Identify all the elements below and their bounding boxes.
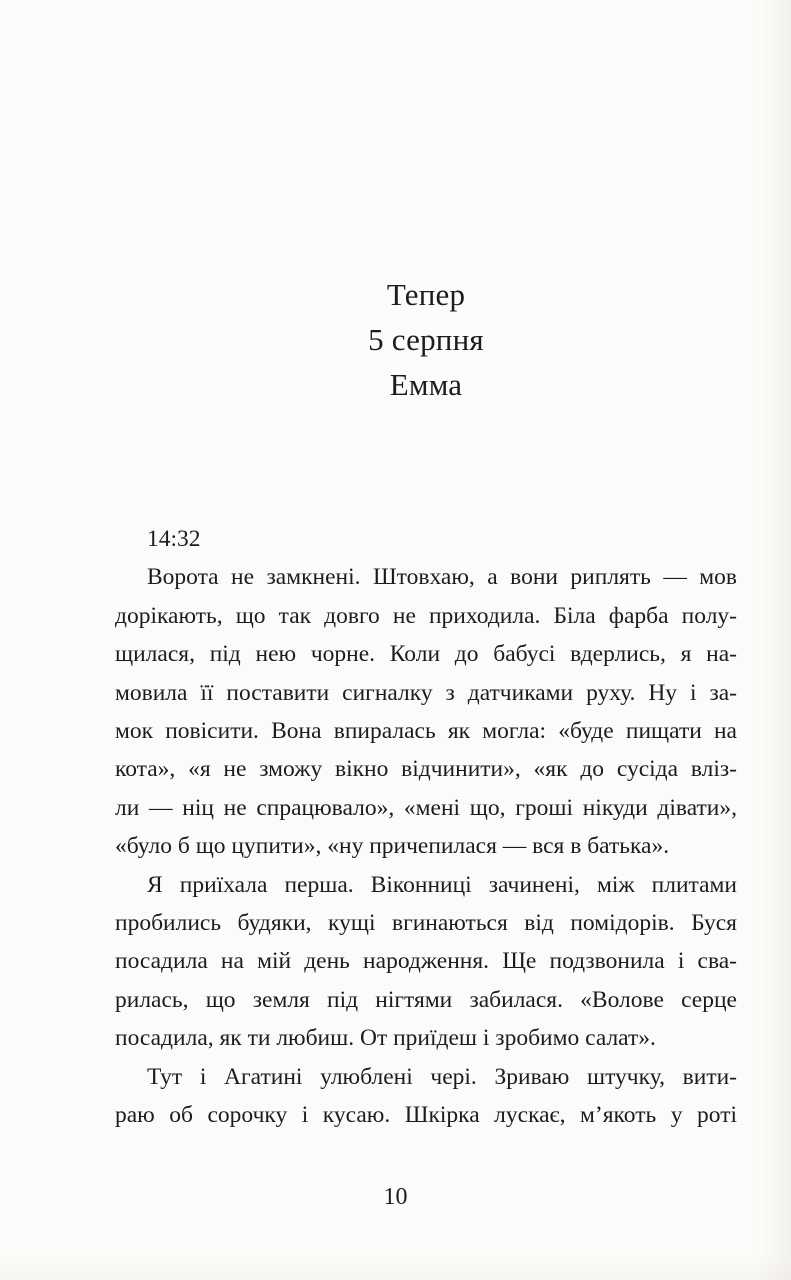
timestamp: 14:32 xyxy=(147,526,201,552)
body-line: «було б що цупити», «ну причепилася — вся в батька». xyxy=(115,833,670,860)
body-line: посадила, як ти любиш. От приїдеш і зробимо салат». xyxy=(115,1025,656,1052)
chapter-heading xyxy=(115,272,737,407)
body-line: Тут і Агатині улюблені чері. Зриваю штучку, вити- xyxy=(147,1063,737,1090)
body-text xyxy=(115,520,737,1135)
page-number: 10 xyxy=(383,1184,408,1210)
body-line: раю об сорочку і кусаю. Шкірка лускає, м’якоть у роті xyxy=(115,1102,737,1129)
body-line: ли — ніц не спрацювало», «мені що, гроші нікуди дівати», xyxy=(115,794,737,821)
page-edge-shadow-bottom xyxy=(0,1258,791,1280)
body-line: кота», «я не зможу вікно відчинити», «як до сусіда вліз- xyxy=(115,756,737,783)
body-line: мовила її поставити сигналку з датчиками руху. Ну і за- xyxy=(115,679,737,706)
body-line: пробились будяки, кущі вгинаються від помідорів. Буся xyxy=(115,910,737,937)
chapter-heading-line-3: Емма xyxy=(389,367,463,402)
body-line: щилася, під нею чорне. Коли до бабусі вдерлись, я на- xyxy=(115,641,737,668)
body-line: Ворота не замкнені. Штовхаю, а вони риплять — мов xyxy=(147,564,737,591)
page-edge-shadow-right xyxy=(757,0,791,1280)
chapter-heading-line-2: 5 серпня xyxy=(368,322,484,357)
chapter-heading-line-1: Тепер xyxy=(386,277,466,312)
body-line: мок повісити. Вона впиралась як могла: «буде пищати на xyxy=(115,718,737,745)
body-line: дорікають, що так довго не приходила. Біла фарба полу- xyxy=(115,602,737,629)
body-line: посадила на мій день народження. Ще подзвонила і сва- xyxy=(115,948,737,975)
body-line: Я приїхала перша. Віконниці зачинені, між плитами xyxy=(147,871,737,898)
body-line: рилась, що земля під нігтями забилася. «Волове серце xyxy=(115,986,737,1013)
